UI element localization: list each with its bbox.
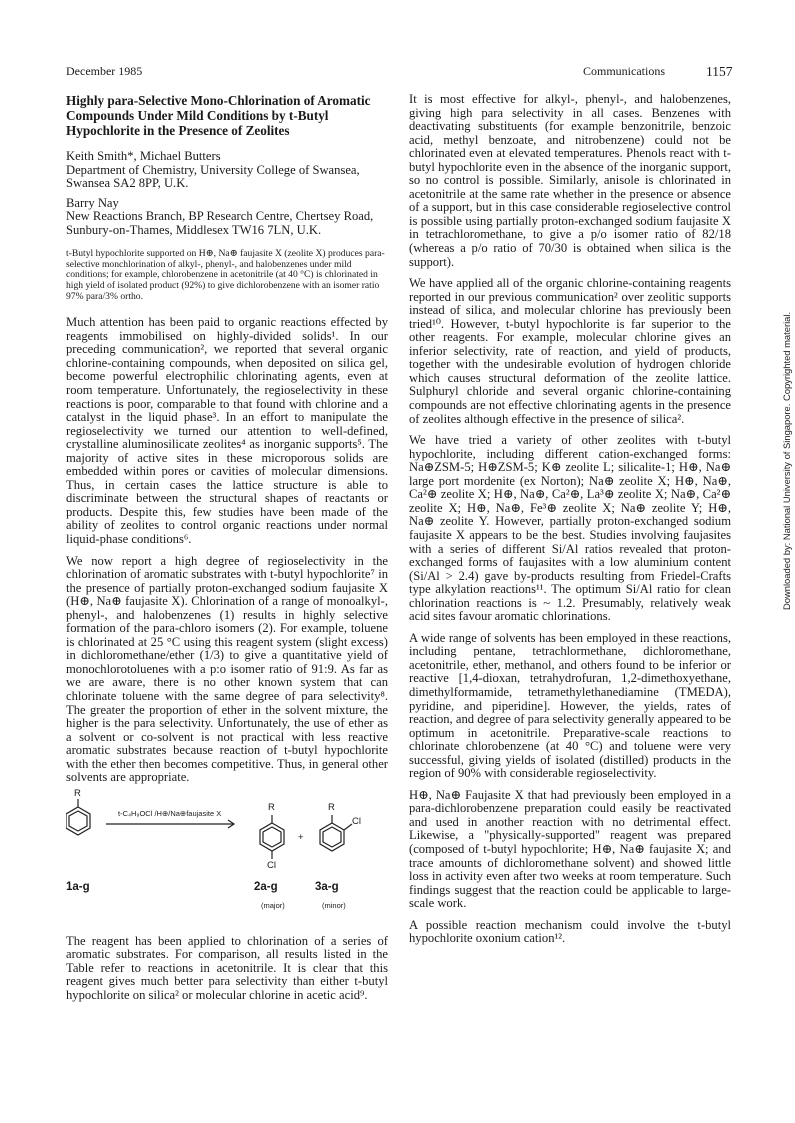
major-label: (major): [261, 900, 285, 910]
body-paragraph: We have tried a variety of other zeolites with t-butyl hypochlorite, including different cation-exchanged forms: Na⊕ZSM-5; H⊕ZSM-5; K⊕ zeolite L; silicalite-1; H⊕, Na⊕ large port mordenite (ex Norton); Na⊕ zeolite X; H⊕, Na⊕, Ca²⊕ zeolite X; H⊕, Na⊕, Ca²⊕, La³⊕ zeolite X; Na⊕, Ca²⊕ zeolite X; H⊕, Na⊕, Fe³⊕ zeolite X; Na⊕ zeolite Y; H⊕, Na⊕ zeolite Y. However, partially proton-exchanged sodium faujasite X appears to be the best. Studies involving faujasites with a series of different Si/Al ratios revealed that proton-exchanged forms of faujasites with a low aluminium content (Si/Al > 2.4) gave by-products resulting from Friedel-Crafts type alkylation reactions¹¹. The optimum Si/Al ratio for clean chlorination reactions is ~ 1.2. Presumably, relatively weak acid sites favour aromatic chlorinations.: [409, 433, 731, 624]
chlorine-label: Cl: [267, 859, 276, 871]
body-paragraph: Much attention has been paid to organic reactions effected by reagents immobilised on highly-divided solids¹. In our preceding communication², we reported that several organic chlorine-containing compounds, when deposited on silica gel, become powerful electrophilic chlorinating agents, even at room temperature. Unfortunately, the regioselectivity in these reactions is poor, comparable to that found with chlorine and a catalyst in the liquid phase³. In an effort to manipulate the regioselectivity we turned our attention to well-defined, crystalline aluminosilicate zeolites⁴ as inorganic supports⁵. The majority of active sites in these microporous solids are embedded within pores or cavities of molecular dimensions. Thus, in certain cases the lattice structure is able to discriminate between the structural shapes of reactants or products. Despite this, few studies have been made of the ability of zeolites to control organic reactions under normal liquid-phase conditions⁶.: [66, 315, 388, 546]
left-column: [66, 93, 388, 1011]
author-line-2: Barry Nay: [66, 195, 119, 210]
body-paragraph: It is most effective for alkyl-, phenyl-, and halobenzenes, giving high para selectivity in all cases. Benzenes with deactivating substituents (for example benzonitrile, benzoic acid, methyl benzoate, and nitrobenzene) could not be chlorinated even at elevated temperatures. Phenols react with t-butyl hypochlorite even in the absence of the inorganic support, so no control is possible. Similarly, anisole is chlorinated in acetonitrile at the same rate whether in the presence or absence of a support, but in this case considerable regioselective control is possible using partially proton-exchanged sodium faujasite X in tetrachloromethane, to give a p/o isomer ratio of 82/18 (whereas a p/o ratio of 70/30 is obtained when silica is the support).: [409, 92, 731, 269]
substituent-label: R: [268, 801, 275, 813]
plus-sign: +: [298, 831, 304, 843]
download-watermark: Downloaded by: National University of Singapore. Copyrighted material.: [781, 311, 792, 610]
running-header-section: Communications: [583, 64, 665, 78]
right-column: [409, 93, 731, 954]
compound-label: 3a-g: [315, 880, 339, 893]
minor-label: (minor): [322, 900, 346, 910]
article-title: Highly para-Selective Mono-Chlorination of Aromatic Compounds Under Mild Conditions by t-Butyl Hypochlorite in the Presence of Zeolites: [66, 93, 371, 138]
running-header-date: December 1985: [66, 64, 143, 78]
substituent-label: R: [74, 787, 81, 799]
body-paragraph: We now report a high degree of regioselectivity in the chlorination of aromatic substrates with t-butyl hypochlorite⁷ in the presence of partially proton-exchanged sodium faujasite X (H⊕, Na⊕ faujasite X). Chlorination of a range of monoalkyl-, phenyl-, and halobenzenes (1) results in highly selective formation of the para-chloro isomers (2). For example, toluene is chlorinated at 25 °C using this reagent system (slight excess) in dichloromethane/ether (1/3) to give a quantitative yield of monochlorotoluenes with a p:o isomer ratio of 91:9. As far as we are aware, there is no other known system that can chlorinate toluene with the same degree of para selectivity⁸. The greater the proportion of ether in the solvent mixture, the higher is the para selectivity. Unfortunately, the use of ether as a solvent or co-solvent is not practical with less reactive aromatic substrates because reaction of t-butyl hypochlorite with the ether then becomes competitive. Thus, in general other solvents are appropriate.: [66, 553, 388, 785]
substituent-label: R: [328, 801, 335, 813]
reaction-scheme: [66, 787, 388, 925]
body-paragraph: The reagent has been applied to chlorination of a series of aromatic substrates. For comparison, all results listed in the Table refer to reactions in acetonitrile. It is clear that this reagent gives much better para selectivity than either t-butyl hypochlorite on silica² or molecular chlorine in acetic acid⁹.: [66, 933, 388, 1003]
abstract: t-Butyl hypochlorite supported on H⊕, Na⊕ faujasite X (zeolite X) produces para-selective monchlorination of alkyl-, phenyl-, and halobenzenes under mild conditions; for example, chlorobenzene in acetonitrile (at 40 °C) is chlorinated in high yield of isolated product (92%) to give dichlorobenzene with an isomer ratio 97% para/3% ortho.: [66, 248, 385, 302]
reagent-label: t-C₄H₉OCl /H⊕/Na⊕faujasite X: [118, 808, 222, 818]
affiliation-2: New Reactions Branch, BP Research Centre, Chertsey Road, Sunbury-on-Thames, Middlesex TW16 7LN, U.K.: [66, 209, 374, 237]
compound-label: 1a-g: [66, 880, 90, 893]
body-paragraph: A wide range of solvents has been employed in these reactions, including pentane, tetrachlormethane, dichloromethane, acetonitrile, ether, methanol, and others found to be inferior or reactive [1,4-dioxan, tetrahydrofuran, 1,2-dimethoxyethane, dimethylformamide, tetramethylethanediamine (TMEDA), pyridine, and piperidine]. However, the yields, rates of reaction, and degree of para selectivity generally appeared to be optimum in acetonitrile. Preparative-scale reactions to chlorinate chlorobenzene (at 40 °C) and toluene were very successful, giving yields of isolated (distilled) products in the region of 90% with considerable regioselectivity.: [409, 630, 731, 781]
body-paragraph: A possible reaction mechanism could involve the t-butyl hypochlorite oxonium cation¹².: [409, 917, 731, 946]
page-number: 1157: [706, 64, 733, 79]
compound-label: 2a-g: [254, 880, 278, 893]
chlorine-label: Cl: [352, 815, 361, 827]
author-line-1: Keith Smith*, Michael Butters: [66, 149, 221, 163]
body-paragraph: H⊕, Na⊕ Faujasite X that had previously been employed in a para-dichlorobenzene preparation could easily be reactivated and used in another reaction with no detrimental effect. Likewise, a "physically-supported" reagent was prepared (composed of t-butyl hypochlorite; H⊕, Na⊕ faujasite X; and trace amounts of dichloromethane solvent) and showed little loss in activity even after two weeks at room temperature. Such findings suggest that the reaction could be applicable to large-scale work.: [409, 787, 731, 911]
body-paragraph: We have applied all of the organic chlorine-containing reagents reported in our previous communication² over zeolitic supports instead of silica, and molecular chlorine has previously been tried¹⁰. However, t-butyl hypochlorite is far superior to the other reagents. For example, molecular chlorine gives an inferior selectivity, rate of reaction, and yield of products, together with the undesirable evolution of hydrogen chloride which causes structural deformation of the zeolite lattice. Sulphuryl chloride and several organic chlorine-containing compounds are not effective chlorinating agents in the presence of zeolites although effective in the presence of silica².: [409, 276, 731, 426]
affiliation-1: Department of Chemistry, University College of Swansea, Swansea SA2 8PP, U.K.: [66, 162, 360, 191]
